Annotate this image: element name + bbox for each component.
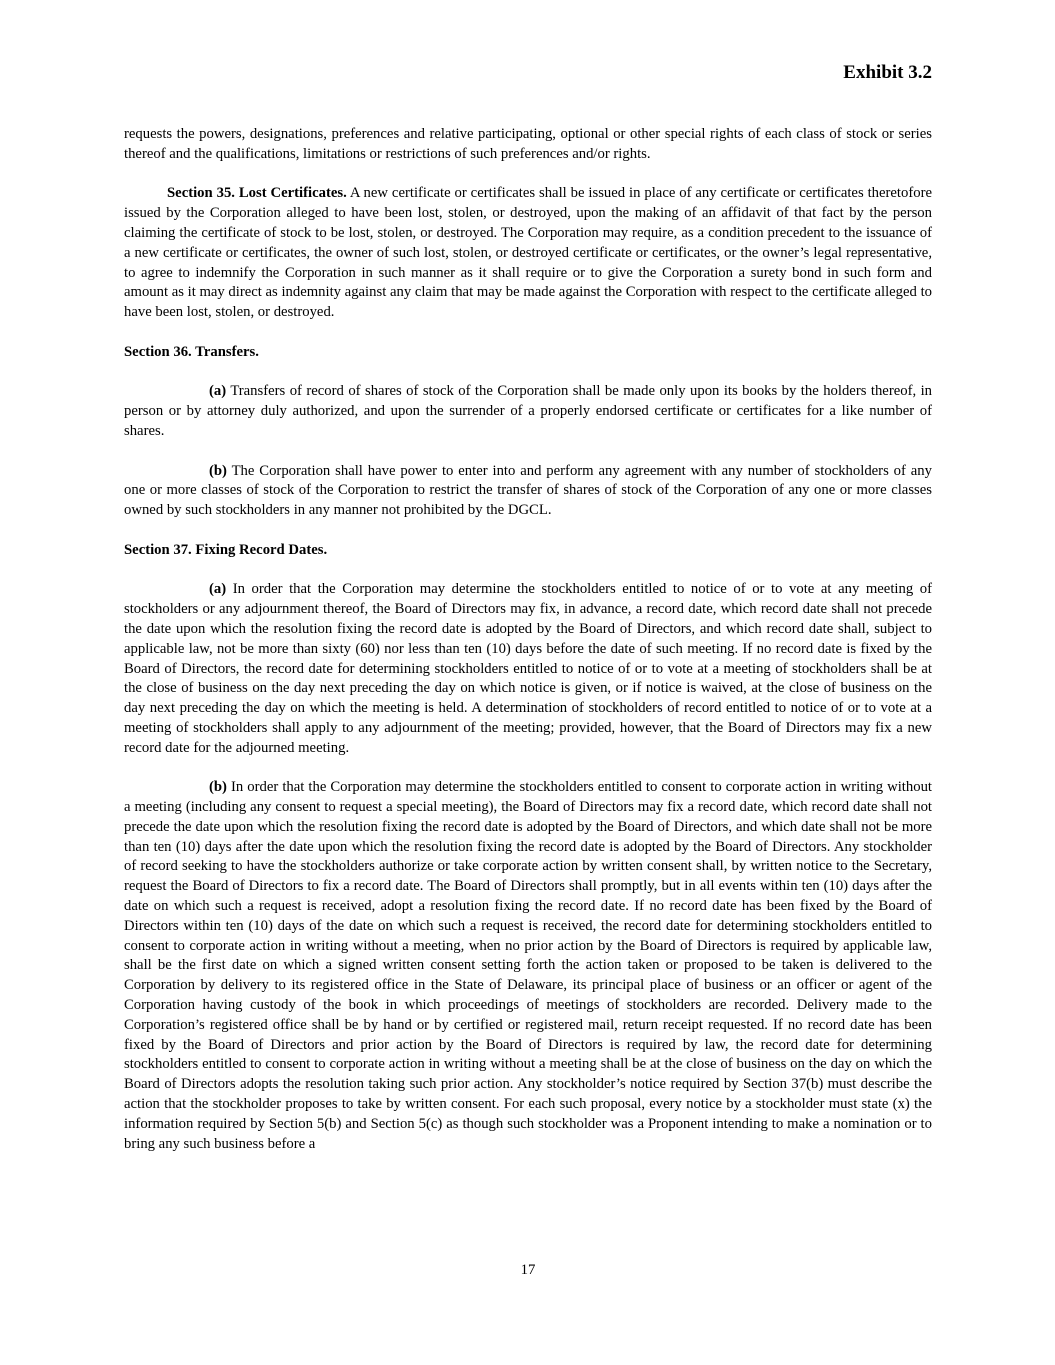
section-36b-paragraph bbox=[124, 462, 932, 521]
section-37b-label: (b) bbox=[209, 779, 227, 796]
section-37a-text: In order that the Corporation may determine the stockholders entitled to notice of or to vote at any meeting of stockholders or any adjournment thereof, the Board of Directors may fix, in advance, a record date, which record date shall not precede the date upon which the resolution fixing the record date is adopted by the Board of Directors, and which record date shall, subject to applicable law, not be more than sixty (60) nor less than ten (10) days before the date of such meeting. If no record date is fixed by the Board of Directors, the record date for determining stockholders entitled to notice of or to vote at a meeting of stockholders shall be at the close of business on the day next preceding the day on which notice is given, or if notice is waived, at the close of business on the day next preceding the day on which the meeting is held. A determination of stockholders of record entitled to notice of or to vote at a meeting of stockholders shall apply to any adjournment of the meeting; provided, however, that the Board of Directors may fix a new record date for the adjourned meeting. bbox=[124, 581, 932, 756]
document-body bbox=[124, 125, 932, 1174]
section-36-title: Section 36. Transfers. bbox=[124, 343, 259, 360]
section-36a-label: (a) bbox=[209, 383, 227, 400]
section-35-text: A new certificate or certificates shall be issued in place of any certificate or certificates theretofore issued by the Corporation alleged to have been lost, stolen, or destroyed, upon the making of an affidavit of that fact by the person claiming the certificate of stock to be lost, stolen, or destroyed. The Corporation may require, as a condition precedent to the issuance of a new certificate or certificates, the owner of such lost, stolen, or destroyed certificate or certificates, or the owner’s legal representative, to agree to indemnify the Corporation in such manner as it shall require or to give the Corporation a surety bond in such form and amount as it may direct as indemnity against any claim that may be made against the Corporation with respect to the certificate alleged to have been lost, stolen, or destroyed. bbox=[124, 185, 932, 321]
section-35-title: Section 35. Lost Certificates. bbox=[167, 185, 347, 202]
section-36b-text: The Corporation shall have power to enter into and perform any agreement with any number of stockholders of any one or more classes of stock of the Corporation to restrict the transfer of shares of stock of the Corporation of any one or more classes owned by such stockholders in any manner not prohibited by the DGCL. bbox=[124, 462, 932, 519]
page-number: 17 bbox=[520, 1262, 536, 1278]
section-36b-label: (b) bbox=[209, 462, 227, 479]
section-37b-text: In order that the Corporation may determine the stockholders entitled to consent to corporate action in writing without a meeting (including any consent to request a special meeting), the Board of Directors may fix a record date, which record date shall not precede the date upon which the resolution fixing the record date is adopted by the Board of Directors, and which date shall not be more than ten (10) days after the date upon which the resolution fixing the record date is adopted by the Board of Directors. Any stockholder of record seeking to have the stockholders authorize or take corporate action by written consent shall, by written notice to the Secretary, request the Board of Directors to fix a record date. The Board of Directors shall promptly, but in all events within ten (10) days after the date on which such a request is received, adopt a resolution fixing the record date. If no record date has been fixed by the Board of Directors within ten (10) days of the date on which such a request is received, the record date for determining stockholders entitled to consent to corporate action in writing without a meeting, when no prior action by the Board of Directors is required by applicable law, shall be the first date on which a signed written consent setting forth the action taken or proposed to be taken is delivered to the Corporation by delivery to its registered office in the State of Delaware, its principal place of business or an officer or agent of the Corporation having custody of the book in which proceedings of meetings of stockholders are recorded. Delivery made to the Corporation’s registered office shall be by hand or by certified or registered mail, return receipt requested. If no record date has been fixed by the Board of Directors and prior action by the Board of Directors is required by law, the record date for determining stockholders entitled to consent to corporate action in writing without a meeting shall be at the close of business on the day on which the Board of Directors adopts the resolution taking such prior action. Any stockholder’s notice required by Section 37(b) must describe the action that the stockholder proposes to take by written consent. For each such proposal, every notice by a stockholder must state (x) the information required by Section 5(b) and Section 5(c) as though such stockholder was a Proponent intending to make a nomination or to bring any such business before a bbox=[124, 779, 932, 1152]
section-37a-paragraph bbox=[124, 580, 932, 758]
section-37a-label: (a) bbox=[209, 581, 227, 598]
exhibit-label: Exhibit 3.2 bbox=[843, 62, 932, 83]
section-37-title: Section 37. Fixing Record Dates. bbox=[124, 541, 328, 558]
section-36a-text: Transfers of record of shares of stock of the Corporation shall be made only upon its books by the holders thereof, in person or by attorney duly authorized, and upon the surrender of a properly endorsed certificate or certificates for a like number of shares. bbox=[124, 383, 932, 439]
continuation-paragraph: requests the powers, designations, preferences and relative participating, optional or other special rights of each class of stock or series thereof and the qualifications, limitations or restrictions of such preferences and/or rights. bbox=[124, 126, 932, 162]
section-36a-paragraph bbox=[124, 382, 932, 441]
section-35-paragraph bbox=[124, 184, 932, 323]
section-37b-paragraph bbox=[124, 778, 932, 1154]
